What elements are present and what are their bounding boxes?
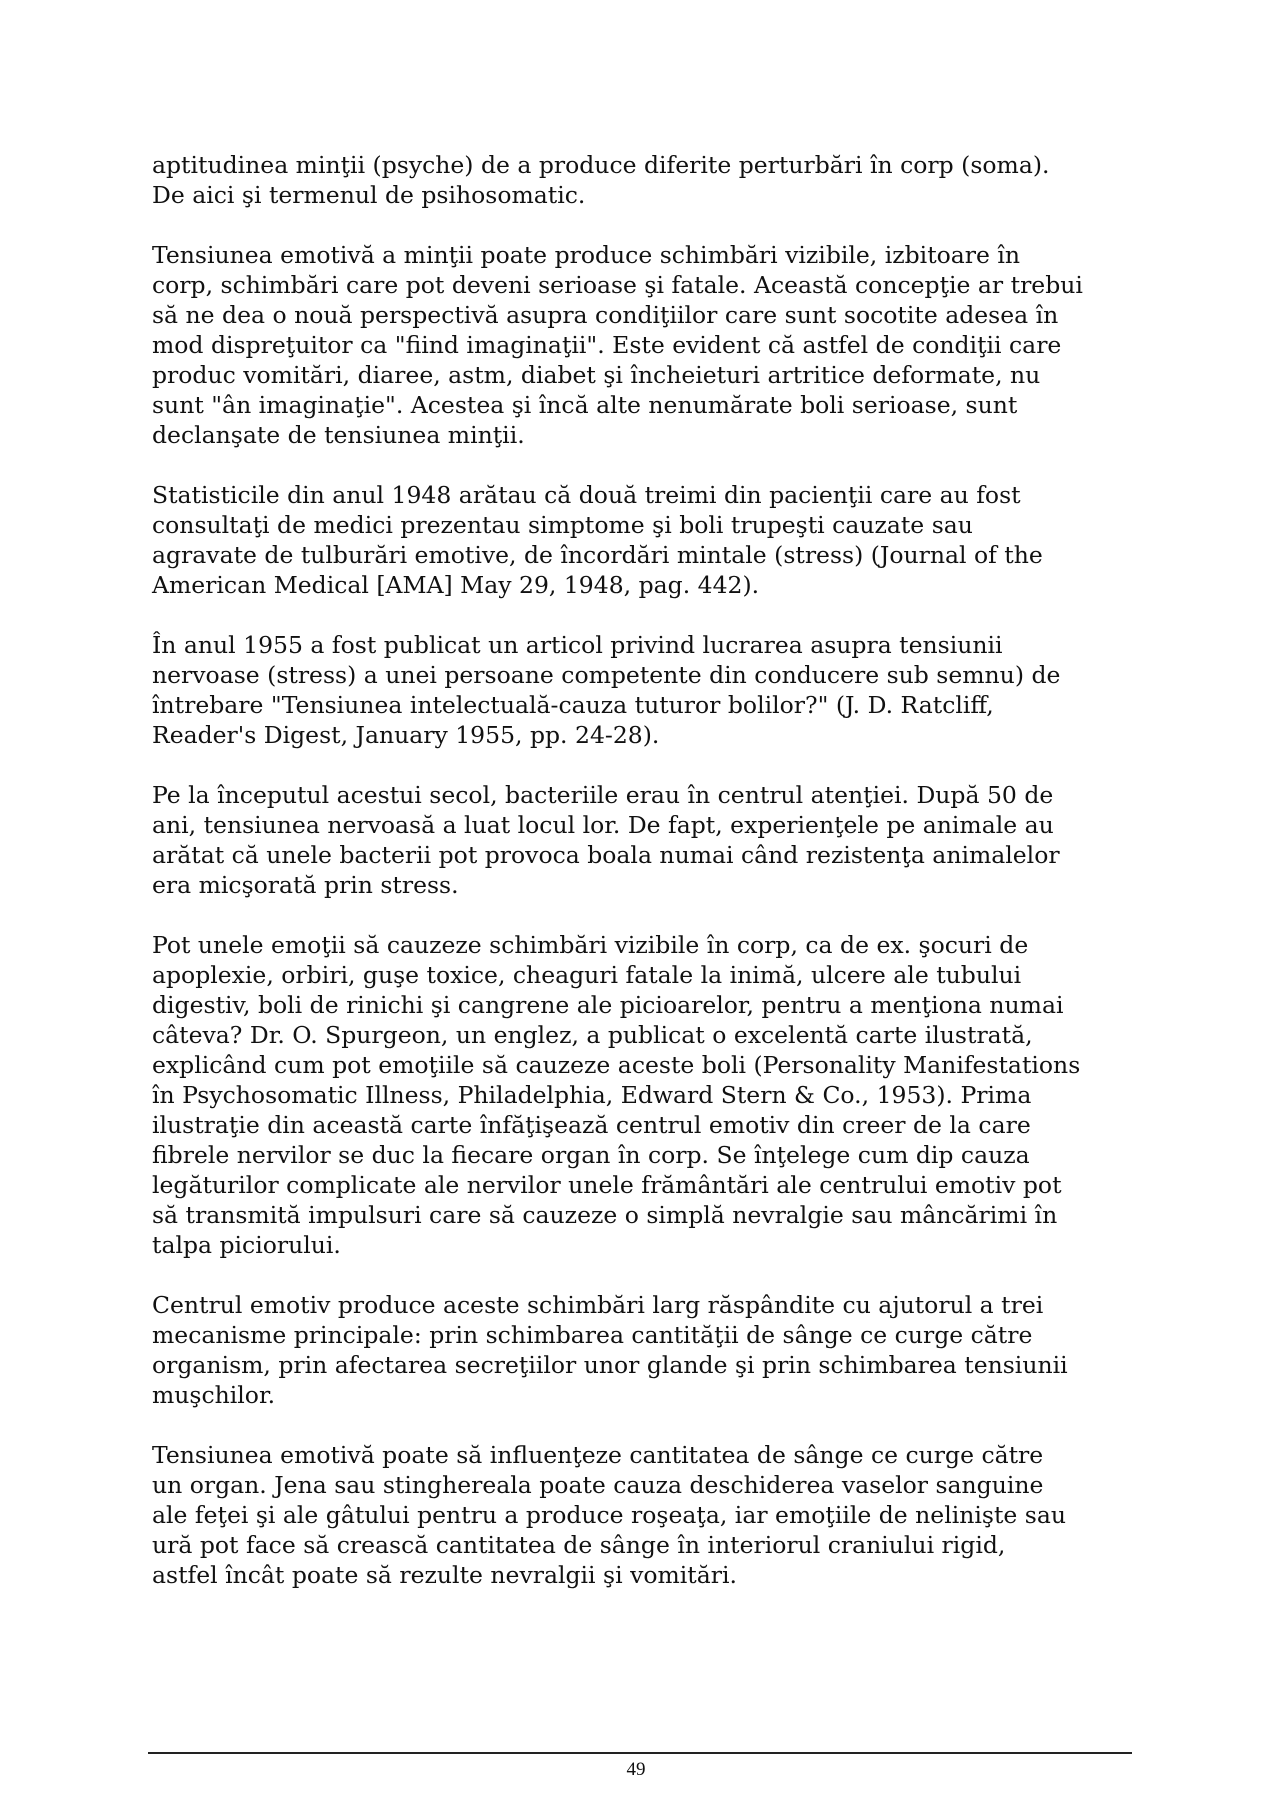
paragraph — [152, 780, 1137, 900]
text-line: să ne dea o nouă perspectivă asupra condiţiilor care sunt socotite adesea în — [152, 301, 1059, 329]
text-line: nervoase (stress) a unei persoane competente din conducere sub semnu) de — [152, 661, 1061, 689]
body-text — [152, 150, 1137, 1620]
text-line: Pot unele emoţii să cauzeze schimbări vizibile în corp, ca de ex. şocuri de — [152, 931, 1029, 959]
text-line: muşchilor. — [152, 1381, 276, 1409]
text-line: talpa piciorului. — [152, 1231, 341, 1259]
text-line: Tensiunea emotivă poate să influenţeze cantitatea de sânge ce curge către — [152, 1441, 1044, 1469]
text-line: Centrul emotiv produce aceste schimbări larg răspândite cu ajutorul a trei — [152, 1291, 1044, 1319]
text-line: ură pot face să crească cantitatea de sânge în interiorul craniului rigid, — [152, 1531, 1006, 1559]
text-line: ani, tensiunea nervoasă a luat locul lor. De fapt, experienţele pe animale au — [152, 811, 1054, 839]
text-line: organism, prin afectarea secreţiilor unor glande şi prin schimbarea tensiunii — [152, 1351, 1068, 1379]
text-line: agravate de tulburări emotive, de încordări mintale (stress) (Journal of the — [152, 541, 1043, 569]
text-line: Reader's Digest, January 1955, pp. 24-28). — [152, 721, 660, 749]
paragraph — [152, 240, 1137, 450]
text-line: câteva? Dr. O. Spurgeon, un englez, a publicat o excelentă carte ilustrată, — [152, 1021, 1033, 1049]
text-line: American Medical [AMA] May 29, 1948, pag. 442). — [152, 571, 760, 599]
text-line: să transmită impulsuri care să cauzeze o simplă nevralgie sau mâncărimi în — [152, 1201, 1058, 1229]
text-line: ilustraţie din această carte înfăţişează centrul emotiv din creer de la care — [152, 1111, 1031, 1139]
paragraph — [152, 150, 1137, 210]
text-line: legăturilor complicate ale nervilor unele frământări ale centrului emotiv pot — [152, 1171, 1062, 1199]
text-line: digestiv, boli de rinichi şi cangrene ale picioarelor, pentru a menţiona numai — [152, 991, 1064, 1019]
footer-rule — [148, 1752, 1132, 1754]
text-line: apoplexie, orbiri, guşe toxice, cheaguri fatale la inimă, ulcere ale tubului — [152, 961, 1022, 989]
text-line: sunt "ân imaginaţie". Acestea şi încă alte nenumărate boli serioase, sunt — [152, 391, 1018, 419]
text-line: mod dispreţuitor ca "fiind imaginaţii". Este evident că astfel de condiţii care — [152, 331, 1062, 359]
text-line: arătat că unele bacterii pot provoca boala numai când rezistenţa animalelor — [152, 841, 1060, 869]
text-line: în Psychosomatic Illness, Philadelphia, Edward Stern & Co., 1953). Prima — [152, 1081, 1032, 1109]
paragraph — [152, 1290, 1137, 1410]
text-line: astfel încât poate să rezulte nevralgii şi vomitări. — [152, 1561, 737, 1589]
text-line: mecanisme principale: prin schimbarea cantităţii de sânge ce curge către — [152, 1321, 1033, 1349]
page-number: 49 — [626, 1759, 646, 1780]
text-line: ale feţei şi ale gâtului pentru a produce roşeaţa, iar emoţiile de nelinişte sau — [152, 1501, 1066, 1529]
text-line: Statisticile din anul 1948 arătau că două treimi din pacienţii care au fost — [152, 481, 1021, 509]
paragraph — [152, 1440, 1137, 1590]
text-line: era micşorată prin stress. — [152, 871, 459, 899]
text-line: produc vomitări, diaree, astm, diabet şi încheieturi artritice deformate, nu — [152, 361, 1041, 389]
paragraph — [152, 630, 1137, 750]
text-line: întrebare "Tensiunea intelectuală-cauza tuturor bolilor?" (J. D. Ratcliff, — [152, 691, 994, 719]
paragraph — [152, 930, 1137, 1260]
text-line: De aici şi termenul de psihosomatic. — [152, 181, 586, 209]
paragraph — [152, 480, 1137, 600]
text-line: un organ. Jena sau stinghereala poate cauza deschiderea vaselor sanguine — [152, 1471, 1044, 1499]
text-line: aptitudinea minţii (psyche) de a produce diferite perturbări în corp (soma). — [152, 151, 1050, 179]
text-line: declanşate de tensiunea minţii. — [152, 421, 525, 449]
text-line: Pe la începutul acestui secol, bacteriile erau în centrul atenţiei. După 50 de — [152, 781, 1054, 809]
text-line: În anul 1955 a fost publicat un articol privind lucrarea asupra tensiunii — [152, 631, 1003, 659]
text-line: corp, schimbări care pot deveni serioase şi fatale. Această concepţie ar trebui — [152, 271, 1083, 299]
text-line: consultaţi de medici prezentau simptome şi boli trupeşti cauzate sau — [152, 511, 973, 539]
text-line: fibrele nervilor se duc la fiecare organ în corp. Se înţelege cum dip cauza — [152, 1141, 1030, 1169]
text-line: explicând cum pot emoţiile să cauzeze aceste boli (Personality Manifestations — [152, 1051, 1081, 1079]
text-line: Tensiunea emotivă a minţii poate produce schimbări vizibile, izbitoare în — [152, 241, 1021, 269]
